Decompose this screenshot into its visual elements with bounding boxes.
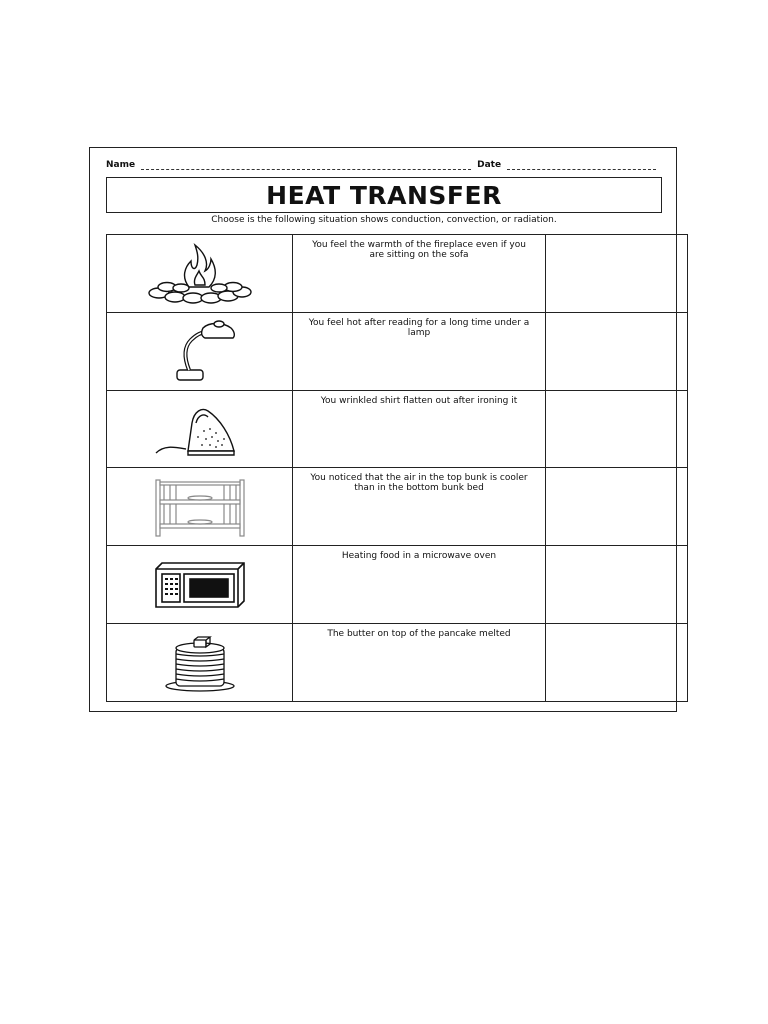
situation-text: The butter on top of the pancake melted	[293, 624, 546, 702]
picture-cell	[107, 235, 293, 313]
picture-cell	[107, 546, 293, 624]
page-title: HEAT TRANSFER	[266, 180, 502, 210]
pancake-stack-icon	[160, 632, 240, 694]
date-label: Date	[477, 160, 502, 170]
answer-cell[interactable]	[546, 235, 688, 313]
microwave-oven-icon	[152, 559, 248, 611]
situation-text: Heating food in a microwave oven	[293, 546, 546, 624]
picture-cell	[107, 390, 293, 468]
situation-text: You noticed that the air in the top bunk is cooler than in the bottom bunk bed	[293, 468, 546, 546]
situation-text: You feel the warmth of the fireplace even if you are sitting on the sofa	[293, 235, 546, 313]
table-row	[107, 312, 688, 390]
situation-text: You wrinkled shirt flatten out after ironing it	[293, 390, 546, 468]
table-row	[107, 624, 688, 702]
answer-cell[interactable]	[546, 546, 688, 624]
answer-cell[interactable]	[546, 624, 688, 702]
picture-cell	[107, 468, 293, 546]
answer-cell[interactable]	[546, 390, 688, 468]
name-date-line	[106, 158, 662, 172]
desk-lamp-icon	[155, 318, 245, 384]
date-blank[interactable]	[507, 161, 656, 170]
situation-text: You feel hot after reading for a long time under a lamp	[293, 312, 546, 390]
clothes-iron-icon	[150, 397, 250, 461]
campfire-icon	[145, 241, 255, 305]
name-label: Name	[106, 160, 136, 170]
answer-cell[interactable]	[546, 468, 688, 546]
bunk-bed-icon	[150, 476, 250, 538]
table-row	[107, 390, 688, 468]
picture-cell	[107, 624, 293, 702]
situation-table	[106, 234, 688, 702]
table-row	[107, 468, 688, 546]
table-row	[107, 546, 688, 624]
instructions: Choose is the following situation shows conduction, convection, or radiation.	[211, 215, 557, 225]
table-row	[107, 235, 688, 313]
answer-cell[interactable]	[546, 312, 688, 390]
worksheet	[89, 147, 677, 712]
title-box	[106, 177, 662, 213]
name-blank[interactable]	[141, 161, 471, 170]
picture-cell	[107, 312, 293, 390]
